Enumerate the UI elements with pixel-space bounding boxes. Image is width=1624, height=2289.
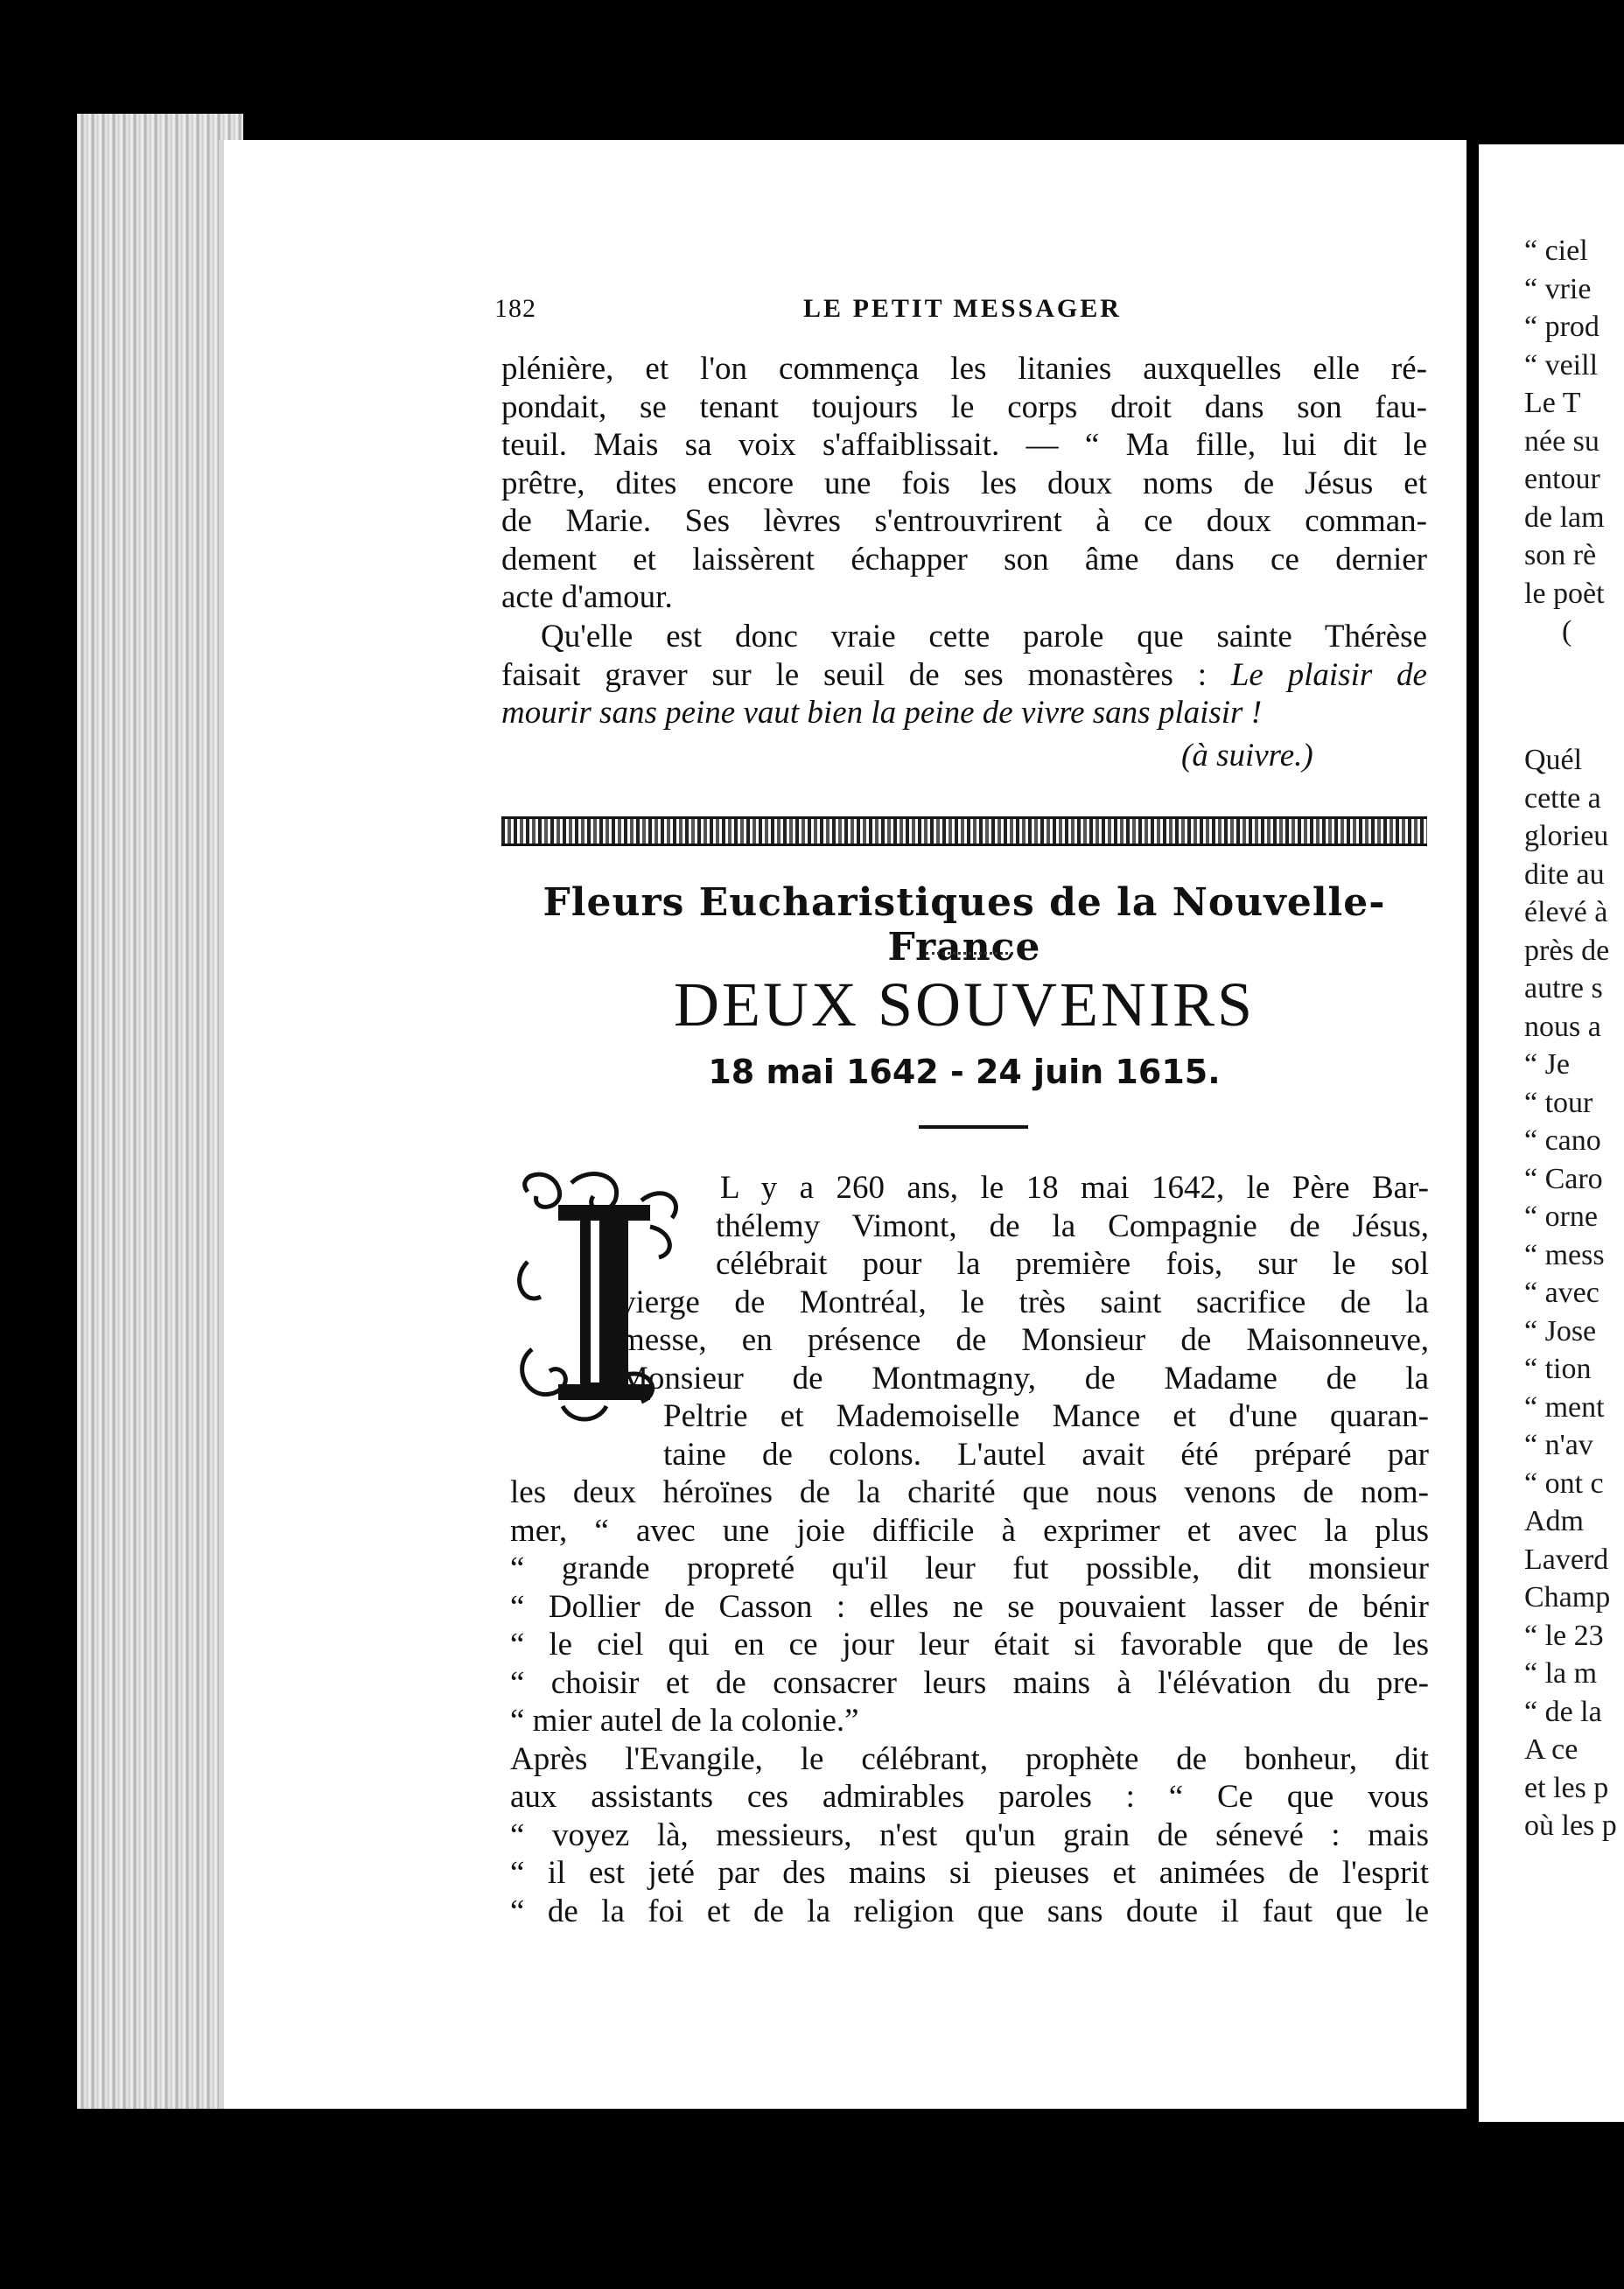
continuation-note: (à suivre.) bbox=[1181, 738, 1313, 774]
text-line: plénière, et l'on commença les litanies auxquelles elle ré- bbox=[501, 351, 1427, 387]
adjacent-page-line: glorieu bbox=[1524, 820, 1609, 852]
text-line: célébrait pour la première fois, sur le sol bbox=[716, 1246, 1429, 1282]
text-line: “ voyez là, messieurs, n'est qu'un grain de sénevé : mais bbox=[510, 1816, 1429, 1853]
title-rule bbox=[919, 1125, 1028, 1129]
text-line: Qu'elle est donc vraie cette parole que sainte Thérèse bbox=[541, 619, 1427, 654]
text-line: aux assistants ces admirables paroles : “ Ce que vous bbox=[510, 1779, 1429, 1815]
adjacent-page-line: “ vrie bbox=[1524, 272, 1592, 305]
adjacent-page-line: “ mess bbox=[1524, 1238, 1605, 1271]
text-line: “ Dollier de Casson : elles ne se pouvaient lasser de bénir bbox=[510, 1588, 1429, 1625]
adjacent-page-line: près de bbox=[1524, 934, 1610, 967]
adjacent-page-line: “ orne bbox=[1524, 1200, 1599, 1233]
adjacent-page-line: “ de la bbox=[1524, 1695, 1602, 1728]
section-heading: Fleurs Eucharistiques de la Nouvelle-France bbox=[542, 880, 1386, 970]
adjacent-page-line: née su bbox=[1524, 424, 1600, 458]
running-title: LE PETIT MESSAGER bbox=[803, 294, 1122, 323]
adjacent-page-line: Adm bbox=[1524, 1505, 1584, 1537]
adjacent-page-line: “ le 23 bbox=[1524, 1619, 1604, 1652]
text-line: thélemy Vimont, de la Compagnie de Jésus, bbox=[716, 1208, 1429, 1244]
text-line: prêtre, dites encore une fois les doux noms de Jésus et bbox=[501, 465, 1427, 501]
adjacent-page-line: “ ment bbox=[1524, 1390, 1605, 1424]
adjacent-page-line: le poèt bbox=[1524, 577, 1605, 610]
page-number: 182 bbox=[494, 294, 536, 323]
article-title: DEUX SOUVENIRS bbox=[673, 970, 1256, 1040]
text-line: Après l'Evangile, le célébrant, prophète de bonheur, dit bbox=[510, 1740, 1429, 1777]
adjacent-page-line: Laverd bbox=[1524, 1543, 1609, 1576]
text-line: “ grande propreté qu'il leur fut possible, dit monsieur bbox=[510, 1550, 1429, 1586]
text-line: de Marie. Ses lèvres s'entrouvrirent à ce doux comman- bbox=[501, 503, 1427, 539]
second-paragraph bbox=[501, 618, 1427, 732]
adjacent-page-line: “ Jose bbox=[1524, 1314, 1597, 1348]
adjacent-page-line: “ cano bbox=[1524, 1124, 1601, 1157]
text-line: Peltrie et Mademoiselle Mance et d'une quaran- bbox=[663, 1398, 1429, 1434]
text-line: dement et laissèrent échapper son âme dans ce dernier bbox=[501, 541, 1427, 578]
text-line: messe, en présence de Monsieur de Maisonneuve, bbox=[620, 1322, 1429, 1358]
adjacent-page-line: “ ont c bbox=[1524, 1466, 1604, 1500]
adjacent-page-line: élevé à bbox=[1524, 896, 1608, 928]
adjacent-page-line: Champ bbox=[1524, 1581, 1611, 1614]
adjacent-page-line: autre s bbox=[1524, 972, 1603, 1004]
adjacent-page-line: “ ciel bbox=[1524, 234, 1588, 267]
adjacent-page-line: où les p bbox=[1524, 1810, 1617, 1842]
adjacent-page-line: ( bbox=[1562, 615, 1572, 648]
adjacent-page-line: Quél bbox=[1524, 744, 1583, 776]
adjacent-page-fragment bbox=[1479, 144, 1624, 2122]
adjacent-page-line: “ prod bbox=[1524, 311, 1600, 343]
text-line: mer, “ avec une joie difficile à exprimer et avec la plus bbox=[510, 1512, 1429, 1549]
text-line: “ de la foi et de la religion que sans doute il faut que le bbox=[510, 1893, 1429, 1929]
text-line: acte d'amour. bbox=[501, 579, 673, 615]
adjacent-page-line: dite au bbox=[1524, 858, 1605, 891]
ornamental-divider bbox=[501, 816, 1427, 846]
adjacent-page-line: Le T bbox=[1524, 387, 1581, 419]
top-paragraph bbox=[501, 350, 1427, 617]
adjacent-page-line: “ tour bbox=[1524, 1086, 1593, 1119]
text-line: “ choisir et de consacrer leurs mains à l'élévation du pre- bbox=[510, 1664, 1429, 1701]
adjacent-page-line: “ Je bbox=[1524, 1048, 1570, 1081]
text-line: taine de colons. L'autel avait été préparé par bbox=[663, 1436, 1429, 1473]
text-line: teuil. Mais sa voix s'affaiblissait. — “ Ma fille, lui dit le bbox=[501, 427, 1427, 463]
text-line: les deux héroïnes de la charité que nous venons de nom- bbox=[510, 1474, 1429, 1510]
quotation-line: mourir sans peine vaut bien la peine de vivre sans plaisir ! bbox=[501, 695, 1263, 731]
adjacent-page-line: entour bbox=[1524, 463, 1600, 495]
adjacent-page-line: “ veill bbox=[1524, 348, 1599, 382]
tilde-ornament bbox=[926, 943, 1013, 955]
adjacent-page-line: nous a bbox=[1524, 1010, 1601, 1043]
adjacent-page-line: cette a bbox=[1524, 781, 1601, 815]
text-line: pondait, se tenant toujours le corps droit dans son fau- bbox=[501, 388, 1427, 425]
text-line: L y a 260 ans, le 18 mai 1642, le Père Bar- bbox=[720, 1170, 1429, 1206]
adjacent-page-line: “ la m bbox=[1524, 1657, 1598, 1690]
adjacent-page-line: “ n'av bbox=[1524, 1429, 1593, 1461]
adjacent-page-line: A ce bbox=[1524, 1733, 1578, 1766]
adjacent-page-line: “ tion bbox=[1524, 1353, 1592, 1385]
text-line: “ il est jeté par des mains si pieuses et animées de l'esprit bbox=[510, 1855, 1429, 1891]
adjacent-page-line: “ Caro bbox=[1524, 1162, 1603, 1195]
text-span: faisait graver sur le seuil de ses monastères : bbox=[501, 656, 1231, 693]
text-line: Monsieur de Montmagny, de Madame de la bbox=[620, 1360, 1429, 1396]
adjacent-page-line: “ avec bbox=[1524, 1277, 1600, 1309]
adjacent-page-line: et les p bbox=[1524, 1771, 1609, 1804]
article-dates: 18 mai 1642 - 24 juin 1615. bbox=[708, 1053, 1221, 1091]
article-body bbox=[510, 1169, 1429, 1930]
text-line: “ le ciel qui en ce jour leur était si favorable que de les bbox=[510, 1627, 1429, 1662]
adjacent-page-line: de lam bbox=[1524, 500, 1605, 534]
adjacent-page-line: son rè bbox=[1524, 539, 1597, 571]
text-line: “ mier autel de la colonie.” bbox=[510, 1703, 859, 1739]
text-line: vierge de Montréal, le très saint sacrifice de la bbox=[620, 1284, 1429, 1320]
text-line bbox=[501, 656, 1427, 695]
quotation: Le plaisir de bbox=[1230, 656, 1427, 693]
